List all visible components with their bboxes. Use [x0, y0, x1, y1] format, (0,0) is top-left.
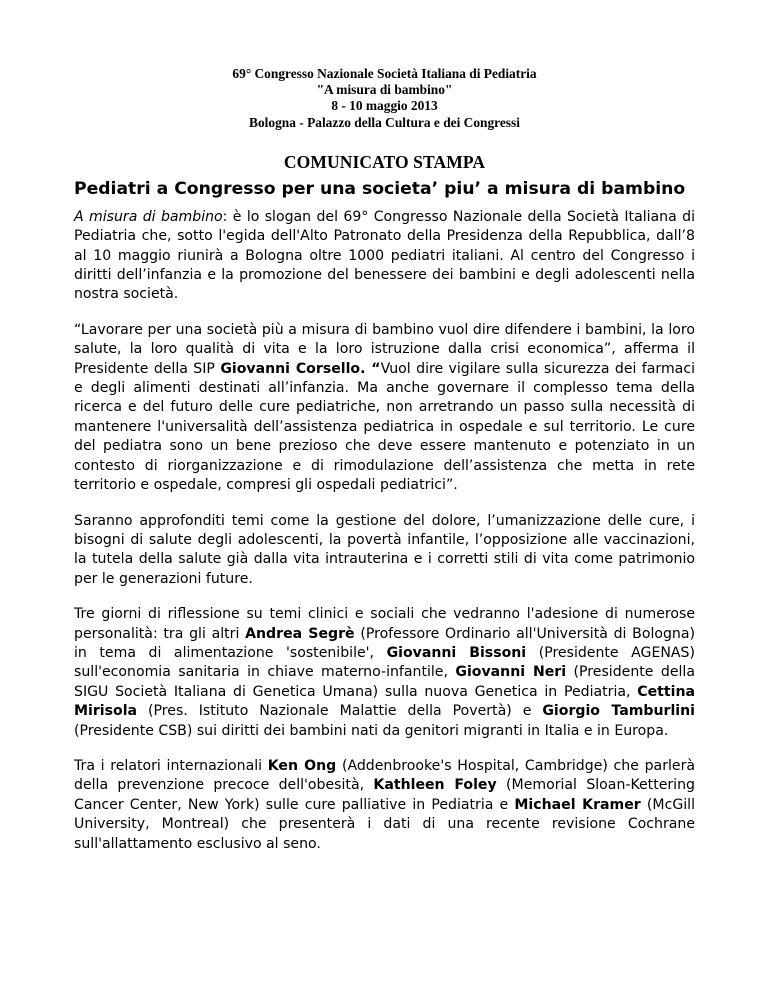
header-congress-title: 69° Congresso Nazionale Società Italiana di Pediatria	[232, 66, 537, 81]
quote-text-2: Vuol dire vigilare sulla sicurezza dei farmaci e degli alimenti destinati all’infanzia. Ma anche governare il complesso tema della ricerca e del futuro delle cure pediatriche, non arretrando un passo sulla necessità di mantenere l'universalità dell’assistenza pediatrica in ospedale e sul territorio. Le cure del pediatra sono un bene prezioso che deve essere mantenuto e potenziato in un contesto di riorganizzazione e di rimodulazione dell’assistenza che metta in rete territorio e ospedale, compresi gli ospedali pediatrici”.	[74, 360, 695, 494]
intl-text-1: Tra i relatori internazionali	[74, 757, 268, 774]
speakers-text-5: (Pres. Istituto Nazionale Malattie della Povertà) e	[137, 703, 543, 720]
header-venue: Bologna - Palazzo della Cultura e dei Congressi	[249, 114, 520, 130]
quote-text-1: “Lavorare per una società più a misura di bambino vuol dire difendere i bambini, la loro salute, la loro qualità di vita e la loro istruzione dalla crisi economica”, afferma il Presidente della SIP	[74, 321, 695, 377]
paragraph-speakers	[74, 605, 695, 741]
header-slogan: "A misura di bambino"	[316, 82, 453, 98]
speaker-name: Cettina Mirisola	[74, 683, 695, 720]
speaker-name: Michael Kramer	[514, 796, 641, 813]
speaker-name: Kathleen Foley	[373, 777, 497, 794]
speaker-name: Giovanni Neri	[455, 664, 567, 681]
header-dates: 8 - 10 maggio 2013	[331, 98, 438, 114]
speaker-name: Giovanni Bissoni	[386, 644, 527, 661]
paragraph-intro-text: : è lo slogan del 69° Congresso Nazionale della Società Italiana di Pediatria che, sotto l'egida dell'Alto Patronato della Presidenza della Repubblica, dall’8 al 10 maggio riunirà a Bologna oltre 1000 pediatri italiani. Al centro del Congresso i diritti dell’infanzia e la promozione del benessere dei bambini e degli adolescenti nella nostra società.	[74, 208, 695, 303]
speaker-name: Giorgio Tamburlini	[542, 703, 696, 720]
intl-text-3: (Memorial Sloan-Kettering Cancer Center, New York) sulle cure palliative in Pediatria e	[74, 777, 695, 813]
slogan-italic: A misura di bambino	[74, 208, 223, 225]
press-release-page	[74, 66, 695, 870]
paragraph-president-quote	[74, 321, 695, 496]
speakers-text-2: (Professore Ordinario all'Università di Bologna) in tema di alimentazione 'sostenibile',	[74, 625, 696, 661]
speakers-text-3: (Presidente AGENAS) sull'economia sanitaria in chiave materno-infantile,	[74, 644, 696, 681]
headline: Pediatri a Congresso per una societa’ piu’ a misura di bambino	[74, 178, 686, 199]
president-name: Giovanni Corsello. “	[220, 360, 381, 377]
speaker-name: Ken Ong	[267, 757, 337, 774]
speaker-name: Andrea Segrè	[245, 625, 355, 642]
congress-header	[74, 66, 695, 131]
speakers-text-4: (Presidente della SIGU Società Italiana di Genetica Umana) sulla nuova Genetica in Pediatria,	[74, 664, 695, 700]
intl-text-4: (McGill University, Montreal) che presenterà i dati di una recente revisione Cochrane sull'allattamento esclusivo al seno.	[74, 796, 695, 852]
intl-text-2: (Addenbrooke's Hospital, Cambridge) che parlerà della prevenzione precoce dell'obesità,	[74, 757, 696, 794]
speakers-text-6: (Presidente CSB) sui diritti dei bambini nati da genitori migranti in Italia e in Europa.	[74, 722, 669, 739]
paragraph-intro	[74, 208, 695, 305]
paragraph-topics: Saranno approfonditi temi come la gestione del dolore, l’umanizzazione delle cure, i bisogni di salute degli adolescenti, la povertà infantile, l’opposizione alle vaccinazioni, la tutela della salute già dalla vita intrauterina e i corretti stili di vita come patrimonio per le generazioni future.	[74, 512, 695, 587]
speakers-text-1: Tre giorni di riflessione su temi clinici e sociali che vedranno l'adesione di numerose personalità: tra gli altri	[74, 606, 695, 642]
paragraph-international-speakers	[74, 757, 695, 854]
press-release-label: COMUNICATO STAMPA	[283, 151, 486, 172]
